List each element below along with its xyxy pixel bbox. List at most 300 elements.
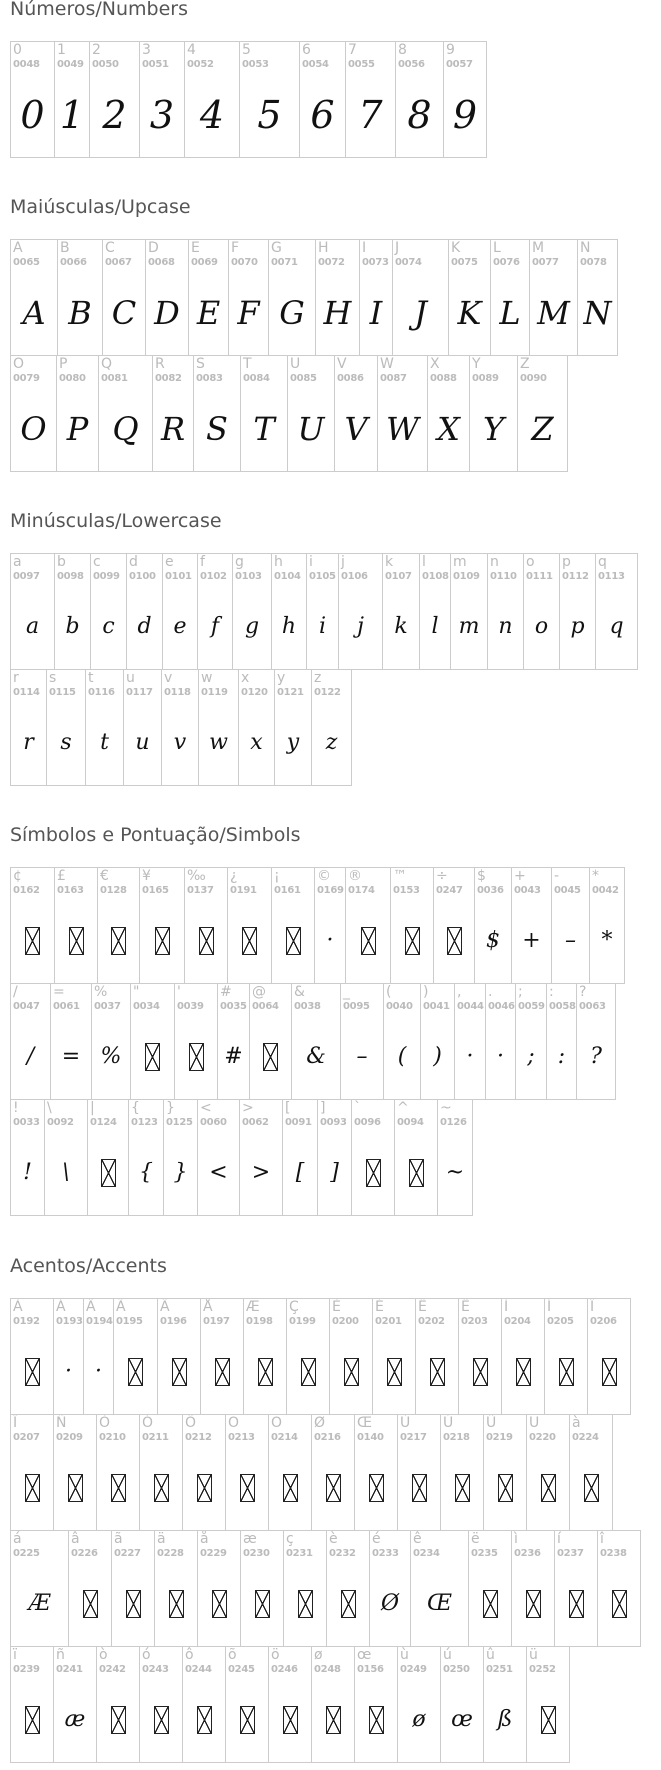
glyph-sample: · [65, 1359, 72, 1384]
section-title-lowercase: Minúsculas/Lowercase [10, 510, 222, 532]
glyph-cell [578, 240, 618, 356]
glyph-character-label: ` [354, 1100, 361, 1116]
glyph-sample: ] [330, 1160, 339, 1185]
glyph-character-label: Û [486, 1415, 497, 1431]
glyph-cell [47, 670, 86, 786]
glyph-character-label: 1 [57, 42, 66, 58]
missing-glyph-icon [183, 1685, 225, 1755]
glyph-character-label: p [562, 554, 571, 570]
glyph-grid-numbers-row-1 [10, 41, 487, 158]
glyph-sample: Ø [380, 1591, 400, 1616]
glyph-cell [86, 670, 124, 786]
glyph-sample: ! [23, 1160, 32, 1185]
glyph-sample: æ [64, 1707, 86, 1732]
missing-glyph-icon [330, 1337, 372, 1407]
missing-glyph-icon [155, 1569, 197, 1639]
glyph-cell [596, 554, 638, 670]
glyph-sample: # [224, 1044, 243, 1069]
glyph-sample: – [356, 1044, 368, 1069]
glyph-cell [55, 42, 90, 158]
glyph-code-label: 0088 [430, 373, 457, 384]
glyph-code-label: 0218 [443, 1432, 470, 1443]
glyph-cell [570, 1415, 613, 1531]
glyph-cell [428, 356, 470, 472]
glyph-sample: a [25, 614, 40, 639]
glyph-character-label: s [49, 670, 57, 686]
glyph-sample: Q [112, 410, 139, 448]
glyph-cell [241, 1531, 284, 1647]
glyph-code-label: 0087 [380, 373, 407, 384]
glyph-code-label: 0111 [526, 571, 553, 582]
glyph-cell [226, 1415, 269, 1531]
glyph-code-label: 0229 [200, 1548, 227, 1559]
missing-glyph-box-icon [25, 1474, 40, 1502]
glyph-cell [416, 1299, 459, 1415]
glyph-character-label: 9 [446, 42, 455, 58]
glyph-grid-lowercase-row-1 [10, 553, 638, 670]
glyph-cell [383, 554, 420, 670]
missing-glyph-icon [244, 1337, 286, 1407]
glyph-code-label: 0080 [59, 373, 86, 384]
glyph-character-label: Y [472, 356, 481, 372]
missing-glyph-icon [512, 1569, 554, 1639]
glyph-sample: f [210, 614, 220, 639]
glyph-cell [300, 42, 346, 158]
glyph-code-label: 0230 [243, 1548, 270, 1559]
glyph-sample: T [253, 410, 275, 448]
glyph-character-label: ¿ [230, 868, 238, 884]
missing-glyph-box-icon [242, 927, 257, 955]
glyph-character-label: V [337, 356, 347, 372]
glyph-cell [330, 1299, 373, 1415]
glyph-character-label: 5 [242, 42, 251, 58]
glyph-code-label: 0035 [220, 1001, 247, 1012]
glyph-sample: > [251, 1160, 271, 1185]
glyph-character-label: } [166, 1100, 175, 1116]
glyph-sample: 8 [407, 93, 432, 137]
glyph-code-label: 0162 [13, 885, 40, 896]
glyph-code-label: 0068 [148, 257, 175, 268]
glyph-character-label: h [274, 554, 283, 570]
glyph-code-label: 0055 [348, 59, 375, 70]
glyph-cell [484, 1415, 527, 1531]
glyph-code-label: 0233 [372, 1548, 399, 1559]
glyph-cell [312, 670, 352, 786]
glyph-cell [91, 554, 127, 670]
glyph-character-label: ù [400, 1647, 409, 1663]
glyph-code-label: 0227 [114, 1548, 141, 1559]
glyph-code-label: 0048 [13, 59, 40, 70]
glyph-character-label: Ç [289, 1299, 299, 1315]
glyph-character-label: r [13, 670, 19, 686]
glyph-code-label: 0082 [155, 373, 182, 384]
missing-glyph-icon [312, 1685, 354, 1755]
missing-glyph-box-icon [361, 927, 376, 955]
missing-glyph-icon [241, 1569, 283, 1639]
glyph-sample: · [497, 1044, 504, 1069]
glyph-cell [228, 868, 272, 984]
glyph-sample: < [209, 1160, 228, 1185]
glyph-cell [292, 984, 341, 1100]
glyph-character-label: € [100, 868, 109, 884]
missing-glyph-icon [395, 1138, 437, 1208]
missing-glyph-icon [284, 1569, 326, 1639]
glyph-code-label: 0102 [200, 571, 227, 582]
glyph-code-label: 0214 [271, 1432, 298, 1443]
missing-glyph-box-icon [69, 927, 84, 955]
glyph-cell [524, 554, 560, 670]
glyph-character-label: ü [529, 1647, 538, 1663]
glyph-character-label: I [362, 240, 367, 256]
missing-glyph-box-icon [369, 1706, 384, 1734]
glyph-code-label: 0242 [99, 1664, 126, 1675]
missing-glyph-icon [175, 1022, 217, 1092]
glyph-character-label: / [13, 984, 18, 1000]
glyph-character-label: Z [520, 356, 530, 372]
glyph-character-label: P [59, 356, 68, 372]
glyph-character-label: â [71, 1531, 80, 1547]
missing-glyph-icon [434, 906, 474, 976]
glyph-code-label: 0041 [423, 1001, 450, 1012]
glyph-code-label: 0065 [13, 257, 40, 268]
missing-glyph-icon [352, 1138, 394, 1208]
glyph-code-label: 0197 [203, 1316, 230, 1327]
glyph-character-label: õ [228, 1647, 237, 1663]
glyph-code-label: 0116 [88, 687, 115, 698]
glyph-code-label: 0033 [13, 1117, 40, 1128]
glyph-code-label: 0196 [160, 1316, 187, 1327]
glyph-character-label: v [164, 670, 173, 686]
glyph-character-label: \ [47, 1100, 52, 1116]
missing-glyph-icon [416, 1337, 458, 1407]
glyph-character-label: À [13, 1299, 23, 1315]
glyph-code-label: 0049 [57, 59, 84, 70]
glyph-code-label: 0107 [385, 571, 412, 582]
glyph-character-label: É [375, 1299, 384, 1315]
glyph-code-label: 0122 [314, 687, 341, 698]
glyph-character-label: > [242, 1100, 254, 1116]
section-title-symbols: Símbolos e Pontuação/Simbols [10, 824, 301, 846]
glyph-code-label: 0216 [314, 1432, 341, 1443]
glyph-character-label: c [93, 554, 101, 570]
glyph-code-label: 0084 [243, 373, 270, 384]
glyph-cell [272, 554, 307, 670]
glyph-sample: ) [433, 1044, 442, 1069]
missing-glyph-icon [527, 1453, 569, 1523]
glyph-code-label: 0203 [461, 1316, 488, 1327]
glyph-cell [54, 1647, 97, 1763]
missing-glyph-icon [441, 1453, 483, 1523]
glyph-character-label: F [231, 240, 240, 256]
glyph-cell [434, 868, 475, 984]
missing-glyph-icon [527, 1685, 569, 1755]
missing-glyph-box-icon [405, 927, 420, 955]
glyph-character-label: R [155, 356, 165, 372]
glyph-code-label: 0124 [90, 1117, 117, 1128]
missing-glyph-icon [201, 1337, 243, 1407]
missing-glyph-box-icon [212, 1590, 227, 1618]
glyph-character-label: 8 [398, 42, 407, 58]
glyph-character-label: œ [357, 1647, 372, 1663]
glyph-cell [590, 868, 625, 984]
glyph-cell [360, 240, 393, 356]
missing-glyph-box-icon [83, 1590, 98, 1618]
glyph-code-label: 0038 [294, 1001, 321, 1012]
glyph-grid-symbols-row-3 [10, 1099, 473, 1216]
missing-glyph-box-icon [68, 1474, 83, 1502]
glyph-character-label: é [372, 1531, 381, 1547]
glyph-cell [241, 356, 288, 472]
missing-glyph-box-icon [111, 1474, 126, 1502]
missing-glyph-box-icon [25, 927, 40, 955]
glyph-cell [512, 868, 552, 984]
missing-glyph-box-icon [283, 1474, 298, 1502]
glyph-character-label: è [329, 1531, 338, 1547]
glyph-cell [11, 554, 55, 670]
glyph-character-label: ë [471, 1531, 480, 1547]
glyph-character-label: ] [320, 1100, 326, 1116]
glyph-code-label: 0198 [246, 1316, 273, 1327]
glyph-code-label: 0224 [572, 1432, 599, 1443]
missing-glyph-icon [269, 1685, 311, 1755]
glyph-code-label: 0115 [49, 687, 76, 698]
glyph-code-label: 0090 [520, 373, 547, 384]
glyph-code-label: 0169 [317, 885, 344, 896]
glyph-character-label: Õ [228, 1415, 240, 1431]
glyph-code-label: 0236 [514, 1548, 541, 1559]
glyph-character-label: ç [286, 1531, 294, 1547]
glyph-sample: 2 [102, 93, 127, 137]
glyph-character-label: i [309, 554, 313, 570]
glyph-code-label: 0093 [320, 1117, 347, 1128]
glyph-code-label: 0156 [357, 1664, 384, 1675]
missing-glyph-box-icon [584, 1474, 599, 1502]
missing-glyph-box-icon [366, 1159, 381, 1187]
glyph-sample: y [286, 730, 300, 755]
glyph-sample: t [100, 730, 109, 755]
glyph-character-label: u [126, 670, 135, 686]
glyph-sample: Y [482, 410, 505, 448]
glyph-code-label: 0062 [242, 1117, 269, 1128]
glyph-character-label: ã [114, 1531, 123, 1547]
glyph-code-label: 0121 [277, 687, 304, 698]
missing-glyph-box-icon [541, 1474, 556, 1502]
missing-glyph-box-icon [255, 1590, 270, 1618]
glyph-code-label: 0058 [549, 1001, 576, 1012]
glyph-character-label: k [385, 554, 394, 570]
glyph-cell [373, 1299, 416, 1415]
glyph-cell [318, 1100, 352, 1216]
glyph-cell [378, 356, 428, 472]
missing-glyph-box-icon [301, 1358, 316, 1386]
glyph-cell [459, 1299, 502, 1415]
glyph-sample: e [173, 614, 187, 639]
glyph-character-label: ò [99, 1647, 108, 1663]
glyph-code-label: 0163 [57, 885, 84, 896]
glyph-cell [183, 1415, 226, 1531]
glyph-character-label: n [490, 554, 499, 570]
glyph-grid-symbols-row-1 [10, 867, 625, 984]
missing-glyph-icon [469, 1569, 511, 1639]
missing-glyph-box-icon [189, 1043, 204, 1071]
glyph-code-label: 0174 [348, 885, 375, 896]
glyph-cell [84, 1299, 114, 1415]
glyph-code-label: 0112 [562, 571, 589, 582]
glyph-sample: } [173, 1160, 188, 1185]
missing-glyph-box-icon [409, 1159, 424, 1187]
glyph-cell [233, 554, 272, 670]
glyph-cell [140, 42, 185, 158]
missing-glyph-box-icon [240, 1474, 255, 1502]
missing-glyph-icon [55, 906, 97, 976]
glyph-sample: W [386, 410, 419, 448]
glyph-sample: n [498, 614, 513, 639]
glyph-cell [55, 554, 91, 670]
glyph-cell [516, 984, 547, 1100]
missing-glyph-box-icon [111, 1706, 126, 1734]
missing-glyph-icon [11, 1685, 53, 1755]
glyph-sample: · [95, 1359, 102, 1384]
glyph-character-label: N [580, 240, 591, 256]
missing-glyph-box-icon [126, 1590, 141, 1618]
glyph-sample: G [279, 294, 305, 332]
glyph-code-label: 0076 [493, 257, 520, 268]
glyph-sample: C [111, 294, 137, 332]
glyph-character-label: £ [57, 868, 66, 884]
glyph-grid-accents-row-4 [10, 1646, 570, 1763]
missing-glyph-icon [226, 1685, 268, 1755]
glyph-character-label: o [526, 554, 535, 570]
glyph-grid-upcase-row-2 [10, 355, 568, 472]
missing-glyph-icon [54, 1453, 96, 1523]
glyph-character-label: ' [177, 984, 181, 1000]
glyph-sample: p [570, 614, 585, 639]
glyph-cell [92, 984, 131, 1100]
glyph-character-label: ^ [397, 1100, 409, 1116]
glyph-sample: ? [590, 1044, 602, 1069]
glyph-code-label: 0195 [116, 1316, 143, 1327]
glyph-code-label: 0232 [329, 1548, 356, 1559]
glyph-sample: 0 [20, 93, 45, 137]
missing-glyph-icon [250, 1022, 291, 1092]
missing-glyph-box-icon [197, 1706, 212, 1734]
glyph-sample: i [318, 614, 327, 639]
glyph-grid-accents-row-3 [10, 1530, 641, 1647]
glyph-cell [198, 1100, 240, 1216]
glyph-sample: u [135, 730, 150, 755]
glyph-sample: + [522, 928, 541, 953]
missing-glyph-box-icon [101, 1159, 116, 1187]
glyph-code-label: 0225 [13, 1548, 40, 1559]
glyph-character-label: ï [13, 1647, 17, 1663]
glyph-cell [131, 984, 175, 1100]
missing-glyph-icon [570, 1453, 612, 1523]
section-title-numbers: Números/Numbers [10, 0, 188, 20]
glyph-character-label: - [554, 868, 560, 884]
glyph-character-label: " [133, 984, 140, 1000]
glyph-code-label: 0056 [398, 59, 425, 70]
glyph-code-label: 0085 [290, 373, 317, 384]
glyph-code-label: 0123 [131, 1117, 158, 1128]
glyph-character-label: , [457, 984, 462, 1000]
glyph-cell [11, 356, 57, 472]
missing-glyph-box-icon [541, 1706, 556, 1734]
glyph-cell [518, 356, 568, 472]
glyph-code-label: 0153 [393, 885, 420, 896]
missing-glyph-box-icon [215, 1358, 230, 1386]
glyph-cell [312, 1647, 355, 1763]
glyph-code-label: 0045 [554, 885, 581, 896]
glyph-code-label: 0034 [133, 1001, 160, 1012]
missing-glyph-box-icon [111, 927, 126, 955]
glyph-cell [530, 240, 578, 356]
glyph-character-label: U [290, 356, 301, 372]
missing-glyph-icon [158, 1337, 200, 1407]
missing-glyph-icon [327, 1569, 369, 1639]
glyph-code-label: 0037 [94, 1001, 121, 1012]
glyph-cell [199, 670, 239, 786]
glyph-character-label: ú [443, 1647, 452, 1663]
glyph-cell [140, 1415, 183, 1531]
glyph-character-label: ì [514, 1531, 518, 1547]
section-title-accents: Acentos/Accents [10, 1255, 167, 1277]
glyph-code-label: 0071 [271, 257, 298, 268]
glyph-code-label: 0075 [451, 257, 478, 268]
glyph-sample: · [326, 928, 334, 953]
glyph-sample: D [154, 294, 180, 332]
missing-glyph-box-icon [240, 1706, 255, 1734]
glyph-code-label: 0117 [126, 687, 153, 698]
glyph-character-label: w [201, 670, 213, 686]
missing-glyph-icon [183, 1453, 225, 1523]
missing-glyph-icon [269, 1453, 311, 1523]
glyph-code-label: 0217 [400, 1432, 427, 1443]
missing-glyph-icon [588, 1337, 630, 1407]
glyph-cell [194, 356, 241, 472]
glyph-cell [90, 42, 140, 158]
glyph-sample: [ [295, 1160, 305, 1185]
glyph-character-label: Â [86, 1299, 96, 1315]
missing-glyph-icon [69, 1569, 111, 1639]
glyph-code-label: 0039 [177, 1001, 204, 1012]
glyph-sample: k [394, 614, 408, 639]
glyph-code-label: 0140 [357, 1432, 384, 1443]
glyph-code-label: 0202 [418, 1316, 445, 1327]
glyph-code-label: 0241 [56, 1664, 83, 1675]
glyph-character-label: Ê [418, 1299, 427, 1315]
missing-glyph-box-icon [344, 1358, 359, 1386]
glyph-cell [127, 554, 163, 670]
missing-glyph-box-icon [197, 1474, 212, 1502]
glyph-character-label: ÷ [436, 868, 448, 884]
missing-glyph-box-icon [298, 1590, 313, 1618]
glyph-sample: 6 [310, 93, 335, 137]
glyph-cell [315, 868, 346, 984]
glyph-cell [140, 868, 185, 984]
glyph-sample: – [565, 928, 576, 953]
glyph-cell [491, 240, 530, 356]
glyph-code-label: 0113 [598, 571, 625, 582]
glyph-code-label: 0091 [285, 1117, 312, 1128]
glyph-code-label: 0191 [230, 885, 257, 896]
missing-glyph-box-icon [369, 1474, 384, 1502]
missing-glyph-icon [287, 1337, 329, 1407]
missing-glyph-box-icon [286, 927, 301, 955]
glyph-code-label: 0092 [47, 1117, 74, 1128]
glyph-sample: j [357, 614, 364, 639]
missing-glyph-box-icon [169, 1590, 184, 1618]
glyph-sample: : [557, 1044, 566, 1069]
